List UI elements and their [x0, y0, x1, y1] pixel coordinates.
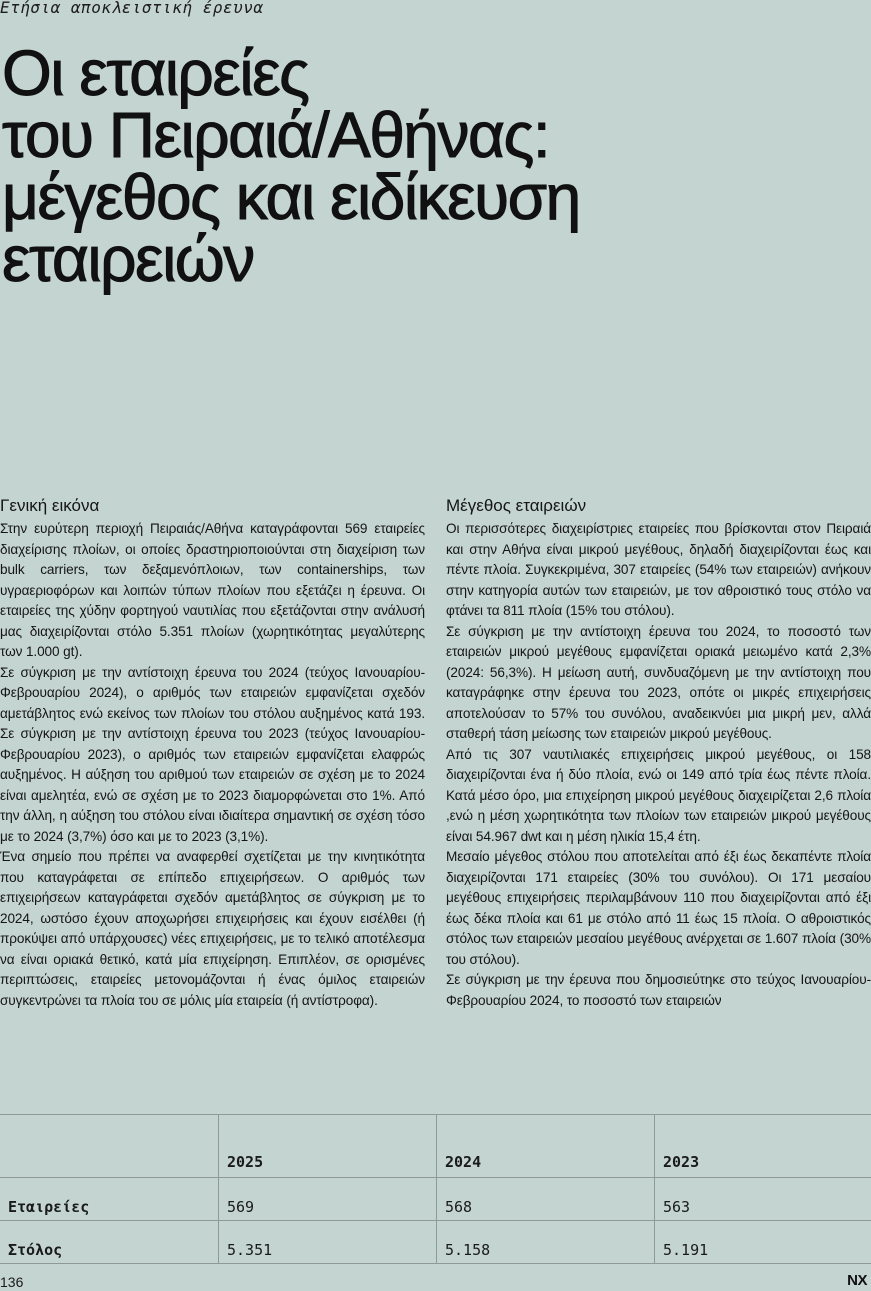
article-title	[2, 37, 862, 295]
table-header-row	[0, 1115, 871, 1178]
title-line: μέγεθος και ειδίκευση	[2, 161, 580, 233]
section-kicker: Ετήσια αποκλειστική έρευνα	[0, 0, 264, 17]
table-header-cell: 2023	[655, 1115, 871, 1178]
table-cell: 569	[219, 1178, 437, 1221]
magazine-logo: NX	[847, 1272, 867, 1289]
table-header-cell: 2025	[219, 1115, 437, 1178]
paragraph: Σε σύγκριση με την έρευνα που δημοσιεύτηκε στο τεύχος Ιανουαρίου-Φεβρουαρίου 2024, το ποσοστό των εταιρειών	[446, 972, 871, 1008]
paragraph: Οι περισσότερες διαχειρίστριες εταιρείες που βρίσκονται στον Πειραιά και στην Αθήνα είναι μικρού μεγέθους, δηλαδή διαχειρίζονται έως και πέντε πλοία. Συγκεκριμένα, 307 εταιρείες (54% των εταιρειών) ανήκουν στην κατηγορία αυτών των εταιρειών, με τον αθροιστικό τους στόλο να φτάνει τα 811 πλοία (15% του στόλου).	[446, 521, 871, 618]
paragraph: Σε σύγκριση με την αντίστοιχη έρευνα του 2024 (τεύχος Ιανουαρίου-Φεβρουαρίου 2024), ο αριθμός των εταιρειών εμφανίζεται σχεδόν αμετάβλητος ενώ εκείνος των πλοίων του στόλου αυξημένος κατά 193. Σε σύγκριση με την αντίστοιχη έρευνα του 2023 (τεύχος Ιανουαρίου-Φεβρουαρίου 2023), ο αριθμός των εταιρειών εμφανίζεται ελαφρώς αυξημένος. Η αύξηση του αριθμού των εταιρειών σε σχέση με το 2024 είναι αμελητέα, ενώ σε σχέση με το 2023 διαμορφώνεται στο 1%. Από την άλλη, η αύξηση του στόλου είναι ιδιαίτερα σημαντική σε σχέση τόσο με το 2024 (3,7%) όσο και με το 2023 (3,1%).	[0, 664, 425, 844]
paragraph: Μεσαίο μέγεθος στόλου που αποτελείται από έξι έως δεκαπέντε πλοία διαχειρίζονται 171 εταιρείες (30% του συνόλου). Οι 171 μεσαίου μεγέθους επιχειρήσεις περιλαμβάνουν 110 που διαχειρίζονται από έξι έως δέκα πλοία και 61 με στόλο από 11 έως 15 πλοία. Ο αθροιστικός στόλος των εταιρειών μεσαίου μεγέθους ανέρχεται σε 1.607 πλοία (30% του στόλου).	[446, 849, 871, 967]
table-header-cell	[0, 1115, 219, 1178]
table-row	[0, 1221, 871, 1264]
table-cell: 5.158	[437, 1221, 655, 1264]
paragraph: Σε σύγκριση με την αντίστοιχη έρευνα του 2024, το ποσοστό των εταιρειών μικρού μεγέθους εμφανίζεται οριακά μειωμένο κατά 2,3% (2024: 56,3%). Η μείωση αυτή, συνδυαζόμενη με την αντίστοιχη που καταγράφηκε στην έρευνα του 2023, οπότε οι μικρές επιχειρήσεις αποτελούσαν το 57% του συνόλου, αναδεικνύει μια μικρή μεν, αλλά σταθερή τάση μείωσης των εταιρειών μικρού μεγέθους.	[446, 623, 871, 741]
section-heading-company-size: Μέγεθος εταιρειών	[446, 496, 587, 515]
title-line: του Πειραιά/Αθήνας:	[2, 99, 550, 171]
table-cell: 563	[655, 1178, 871, 1221]
paragraph: Από τις 307 ναυτιλιακές επιχειρήσεις μικρού μεγέθους, οι 158 διαχειρίζονται ένα ή δύο πλοία, ενώ οι 149 από τρία έως πέντε πλοία. Κατά μέσο όρο, μια επιχείρηση μικρού μεγέθους διαχειρίζεται 2,6 πλοία ,ενώ η μέση χωρητικότητα των πλοίων των εταιρειών μικρού μεγέθους είναι 54.967 dwt και η μέση ηλικία 15,4 έτη.	[446, 746, 871, 844]
title-line: Οι εταιρείες	[2, 37, 309, 109]
page-number: 136	[0, 1274, 24, 1290]
section-heading-overview: Γενική εικόνα	[0, 496, 100, 515]
table-row-label: Εταιρείες	[0, 1178, 219, 1221]
table-cell: 568	[437, 1178, 655, 1221]
left-column	[0, 495, 425, 1011]
summary-table	[0, 1114, 871, 1264]
paragraph: Ένα σημείο που πρέπει να αναφερθεί σχετίζεται με την κινητικότητα που καταγράφεται σε επίπεδο επιχειρήσεων. Ο αριθμός των επιχειρήσεων καταγράφεται σχεδόν αμετάβλητος σε σύγκριση με το 2024, ωστόσο έχουν αποχωρήσει επιχειρήσεις και έχουν εισέλθει (ή προκύψει από υπάρχουσες) νέες επιχειρήσεις, με το τελικό αποτέλεσμα να είναι οριακά θετικό, κατά μία επιχείρηση. Επιπλέον, σε ορισμένες περιπτώσεις, εταιρείες μετονομάζονται ή ένας όμιλος εταιρειών συγκεντρώνει τα πλοία του σε μόλις μία εταιρεία (ή αντίστροφα).	[0, 849, 425, 1008]
title-line: εταιρειών	[2, 223, 254, 295]
right-column	[446, 495, 871, 1011]
paragraph: Στην ευρύτερη περιοχή Πειραιάς/Αθήνα καταγράφονται 569 εταιρείες διαχείρισης πλοίων, οι οποίες δραστηριοποιούνται στη διαχείριση των bulk carriers, των δεξαμενόπλοιων, των containerships, των υγραεριοφόρων και λοιπών τύπων πλοίων που εξετάζει η έρευνα. Οι εταιρείες της χύδην φορτηγού ναυτιλίας που εξετάζονται στην ανάλυσή μας διαχειρίζονται στόλο 5.351 πλοίων (χωρητικότητας μεγαλύτερης των 1.000 gt).	[0, 521, 425, 659]
table-cell: 5.351	[219, 1221, 437, 1264]
table-header-cell: 2024	[437, 1115, 655, 1178]
table-row-label: Στόλος	[0, 1221, 219, 1264]
table-cell: 5.191	[655, 1221, 871, 1264]
table-row	[0, 1178, 871, 1221]
